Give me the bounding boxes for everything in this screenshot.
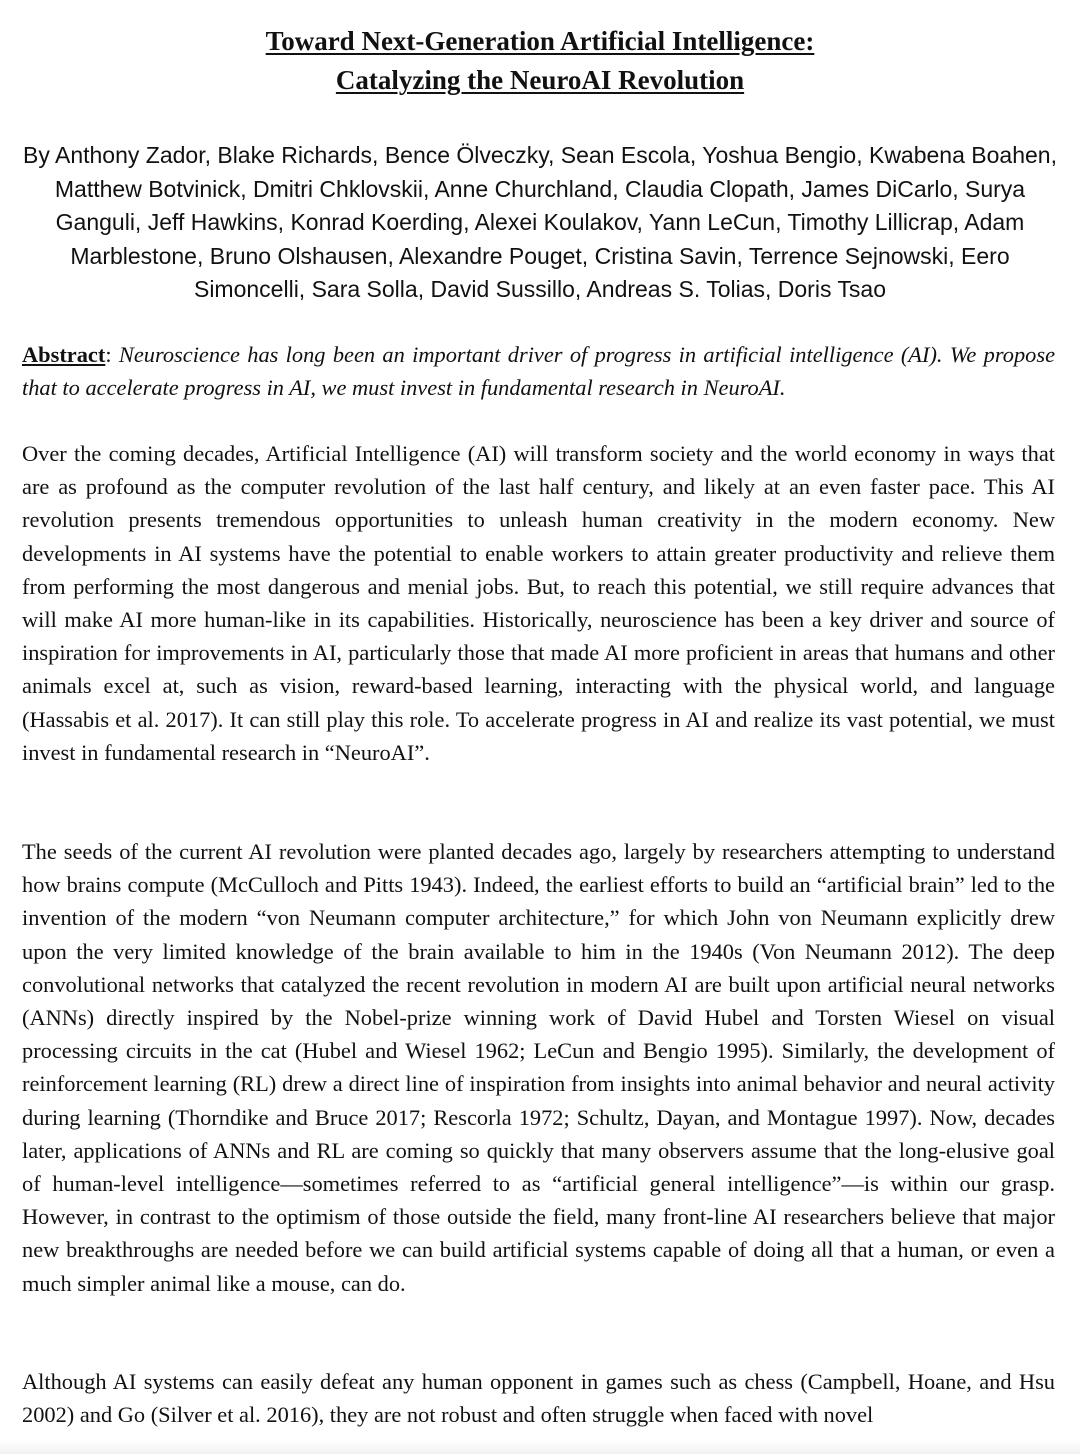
abstract xyxy=(22,338,1055,404)
abstract-separator: : xyxy=(105,342,119,367)
paper-title xyxy=(0,22,1080,100)
author-list: By Anthony Zador, Blake Richards, Bence Ölveczky, Sean Escola, Yoshua Bengio, Kwabena Boahen, Matthew Botvinick, Dmitri Chklovskii, Anne Churchland, Claudia Clopath, James DiCarlo, Surya Ganguli, Jeff Hawkins, Konrad Koerding, Alexei Koulakov, Yann LeCun, Timothy Lillicrap, Adam Marblestone, Bruno Olshausen, Alexandre Pouget, Cristina Savin, Terrence Sejnowski, Eero Simoncelli, Sara Solla, David Sussillo, Andreas S. Tolias, Doris Tsao xyxy=(23,142,1057,302)
abstract-text: Neuroscience has long been an important driver of progress in artificial intelligence (AI). We propose that to accelerate progress in AI, we must invest in fundamental research in NeuroAI. xyxy=(22,342,1056,401)
paragraph-history: The seeds of the current AI revolution were planted decades ago, largely by researchers attempting to understand how brains compute (McCulloch and Pitts 1943). Indeed, the earliest efforts to build an “artificial brain” led to the invention of the modern “von Neumann computer architecture,” for which John von Neumann explicitly drew upon the very limited knowledge of the brain available to him in the 1940s (Von Neumann 2012). The deep convolutional networks that catalyzed the recent revolution in modern AI are built upon artificial neural networks (ANNs) directly inspired by the Nobel-prize winning work of David Hubel and Torsten Wiesel on visual processing circuits in the cat (Hubel and Wiesel 1962; LeCun and Bengio 1995). Similarly, the development of reinforcement learning (RL) drew a direct line of inspiration from insights into animal behavior and neural activity during learning (Thorndike and Bruce 2017; Rescorla 1972; Schultz, Dayan, and Montague 1997). Now, decades later, applications of ANNs and RL are coming so quickly that many observers assume that the long-elusive goal of human-level intelligence—sometimes referred to as “artificial general intelligence”—is within our grasp. However, in contrast to the optimism of those outside the field, many front-line AI researchers believe that major new breakthroughs are needed before we can build artificial systems capable of doing all that a human, or even a much simpler animal like a mouse, can do. xyxy=(22,839,1055,1296)
abstract-label: Abstract xyxy=(22,342,106,367)
paragraph-intro: Over the coming decades, Artificial Intelligence (AI) will transform society and the world economy in ways that are as profound as the computer revolution of the last half century, and likely at an even faster pace. This AI revolution presents tremendous opportunities to unleash human creativity in the modern economy. New developments in AI systems have the potential to enable workers to attain greater productivity and relieve them from performing the most dangerous and menial jobs. But, to reach this potential, we still require advances that will make AI more human-like in its capabilities. Historically, neuroscience has been a key driver and source of inspiration for improvements in AI, particularly those that made AI more proficient in areas that humans and other animals excel at, such as vision, reward-based learning, interacting with the physical world, and language (Hassabis et al. 2017). It can still play this role. To accelerate progress in AI and realize its vast potential, we must invest in fundamental research in “NeuroAI”. xyxy=(22,441,1055,765)
paragraph-robustness: Although AI systems can easily defeat any human opponent in games such as chess (Campbell, Hoane, and Hsu 2002) and Go (Silver et al. 2016), they are not robust and often struggle when faced with novel xyxy=(22,1369,1055,1428)
title-line-2: Catalyzing the NeuroAI Revolution xyxy=(335,65,745,95)
page-bottom-edge xyxy=(0,1440,1080,1454)
title-line-1: Toward Next-Generation Artificial Intelligence: xyxy=(265,26,815,56)
